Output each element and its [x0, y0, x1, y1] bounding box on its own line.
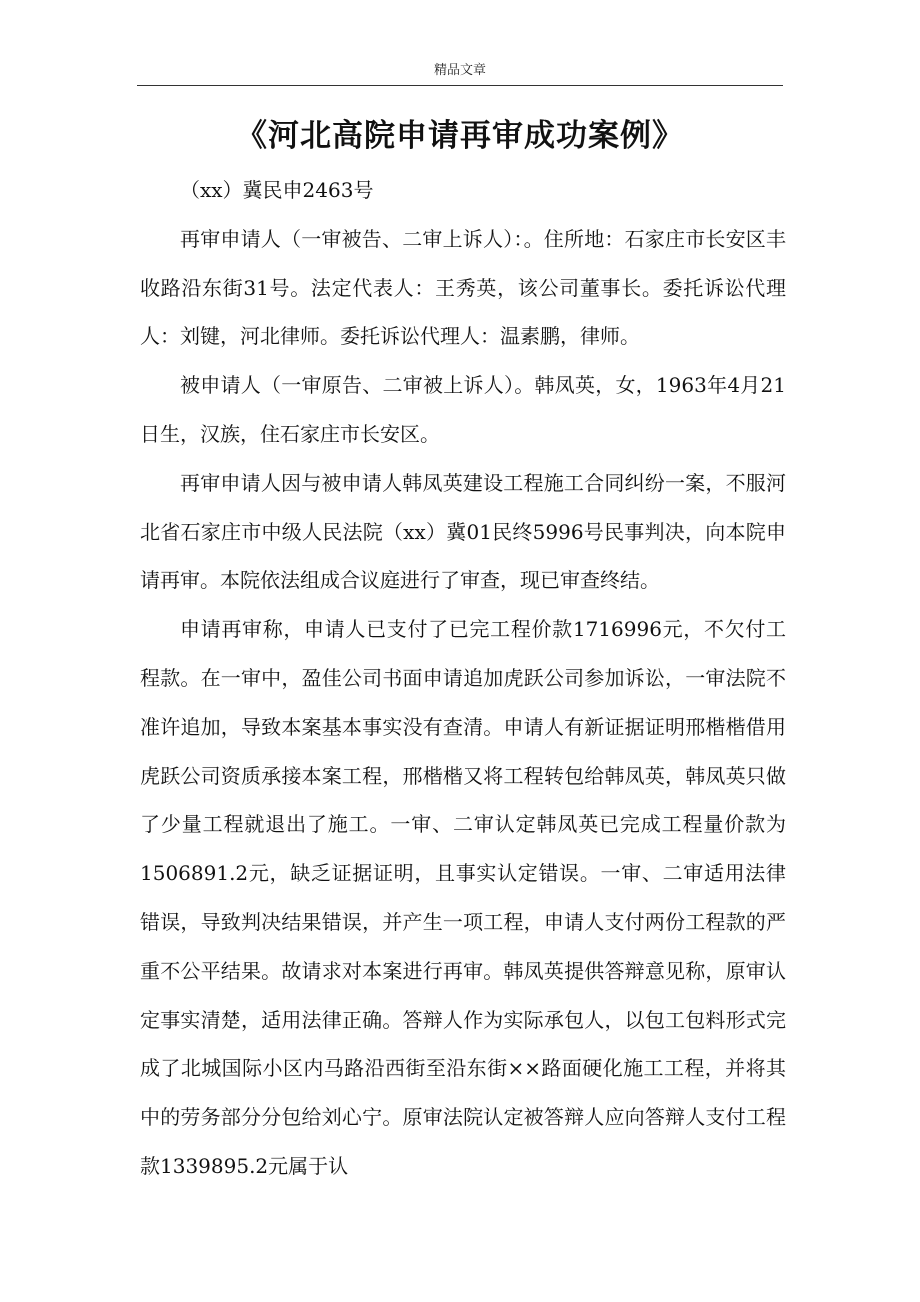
- case-number: （xx）冀民申2463号: [180, 178, 374, 202]
- paragraph-case-intro: 再审申请人因与被申请人韩凤英建设工程施工合同纠纷一案，不服河北省石家庄市中级人民法院（xx）冀01民终5996号民事判决，向本院申请再审。本院依法组成合议庭进行了审查，现已审查终结。: [140, 470, 786, 593]
- header-divider: [137, 85, 783, 86]
- paragraph-respondent: 被申请人（一审原告、二审被上诉人）。韩凤英，女，1963年4月21日生，汉族，住石家庄市长安区。: [140, 373, 786, 446]
- paragraph-applicant: 再审申请人（一审被告、二审上诉人）：。住所地：石家庄市长安区丰收路沿东街31号。法定代表人：王秀英，该公司董事长。委托诉讼代理人：刘键，河北律师。委托诉讼代理人：温素鹏，律师。: [140, 226, 786, 349]
- document-body: [140, 166, 786, 1191]
- paragraph-retrial-claims: 申请再审称，申请人已支付了已完工程价款1716996元，不欠付工程款。在一审中，盈佳公司书面申请追加虎跃公司参加诉讼，一审法院不准许追加，导致本案基本事实没有查清。申请人有新证据证明邢楷楷借用虎跃公司资质承接本案工程，邢楷楷又将工程转包给韩凤英，韩凤英只做了少量工程就退出了施工。一审、二审认定韩凤英已完成工程量价款为1506891.2元，缺乏证据证明，且事实认定错误。一审、二审适用法律错误，导致判决结果错误，并产生一项工程，申请人支付两份工程款的严重不公平结果。故请求对本案进行再审。韩凤英提供答辩意见称，原审认定事实清楚，适用法律正确。答辩人作为实际承包人，以包工包料形式完成了北城国际小区内马路沿西街至沿东街××路面硬化施工工程，并将其中的劳务部分分包给刘心宁。原审法院认定被答辩人应向答辩人支付工程款1339895.2元属于认: [140, 617, 786, 1178]
- page-header: 精品文章: [433, 63, 486, 78]
- document-title: 《河北高院申请再审成功案例》: [236, 118, 684, 154]
